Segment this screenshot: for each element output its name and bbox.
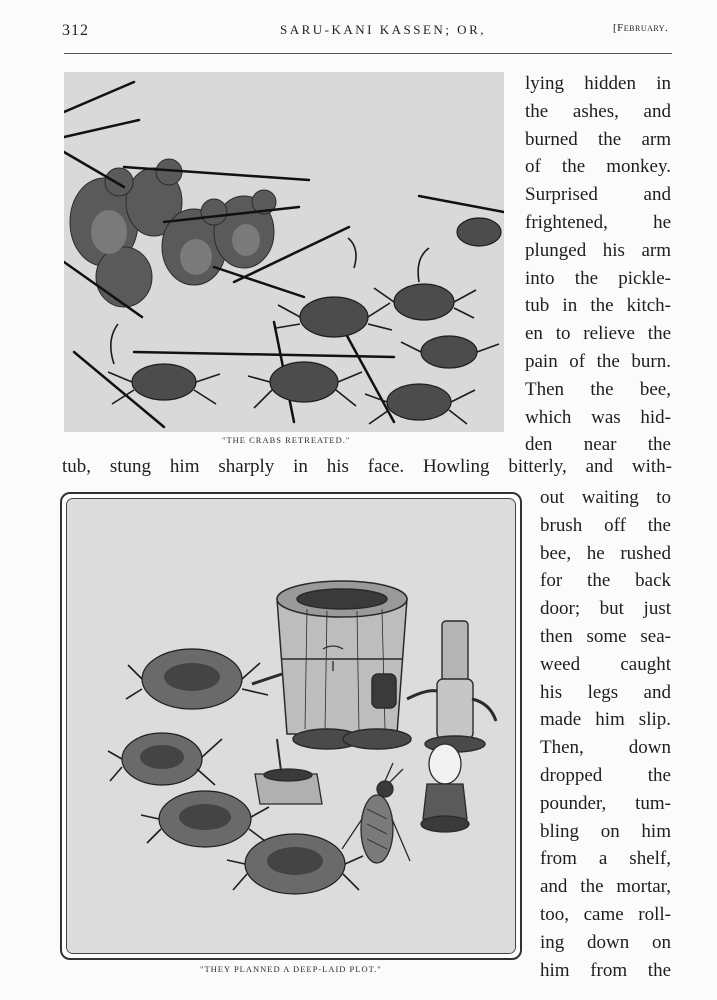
text-line: bee, he rushed — [540, 542, 671, 564]
figure-caption-2: "THEY PLANNED A DEEP-LAID PLOT." — [200, 964, 382, 974]
issue-month: [February. — [613, 22, 669, 34]
running-header — [0, 18, 717, 42]
text-column-top — [525, 70, 671, 459]
text-line: too, came roll- — [540, 903, 671, 925]
text-line: pain of the burn. — [525, 350, 671, 372]
text-column-bottom — [540, 484, 671, 984]
text-line: then some sea- — [540, 625, 671, 647]
text-line: and the mortar, — [540, 876, 671, 898]
text-line: dropped the — [540, 764, 671, 786]
header-rule — [64, 53, 672, 54]
text-line: den near the — [525, 434, 671, 456]
text-line: pounder, tum- — [540, 792, 671, 814]
text-line: into the pickle- — [525, 267, 671, 289]
text-line: out waiting to — [540, 487, 671, 508]
text-line: bling on him — [540, 820, 671, 842]
text-line: en to relieve the — [525, 323, 671, 345]
figure-caption-1: "THE CRABS RETREATED." — [222, 435, 351, 445]
text-line: the ashes, and — [525, 100, 671, 122]
text-line: brush off the — [540, 514, 671, 536]
running-title: SARU-KANI KASSEN; OR, — [280, 22, 486, 37]
text-line: made him slip. — [540, 709, 671, 731]
text-line: of the monkey. — [525, 156, 671, 178]
illustration-crabs-retreated — [64, 72, 504, 432]
text-line: which was hid- — [525, 406, 671, 428]
text-line: ing down on — [540, 931, 671, 953]
text-line: Then, down — [540, 737, 671, 759]
text-line: Then the bee, — [525, 378, 671, 400]
text-line: burned the arm — [525, 128, 671, 150]
text-line: his legs and — [540, 681, 671, 703]
text-line: for the back — [540, 570, 671, 592]
illustration-deep-laid-plot — [60, 492, 522, 960]
text-line: frightened, he — [525, 211, 671, 233]
text-line: Surprised and — [525, 184, 671, 206]
text-line: weed caught — [540, 653, 671, 675]
page-number: 312 — [62, 22, 89, 39]
text-line: tub in the kitch- — [525, 295, 671, 317]
text-line: plunged his arm — [525, 239, 671, 261]
text-line: door; but just — [540, 598, 671, 620]
text-line: him from the — [540, 959, 671, 981]
text-line-full-width: tub, stung him sharply in his face. Howling bitterly, and with- — [62, 456, 672, 477]
text-line: from a shelf, — [540, 848, 671, 870]
text-line: lying hidden in — [525, 73, 671, 94]
